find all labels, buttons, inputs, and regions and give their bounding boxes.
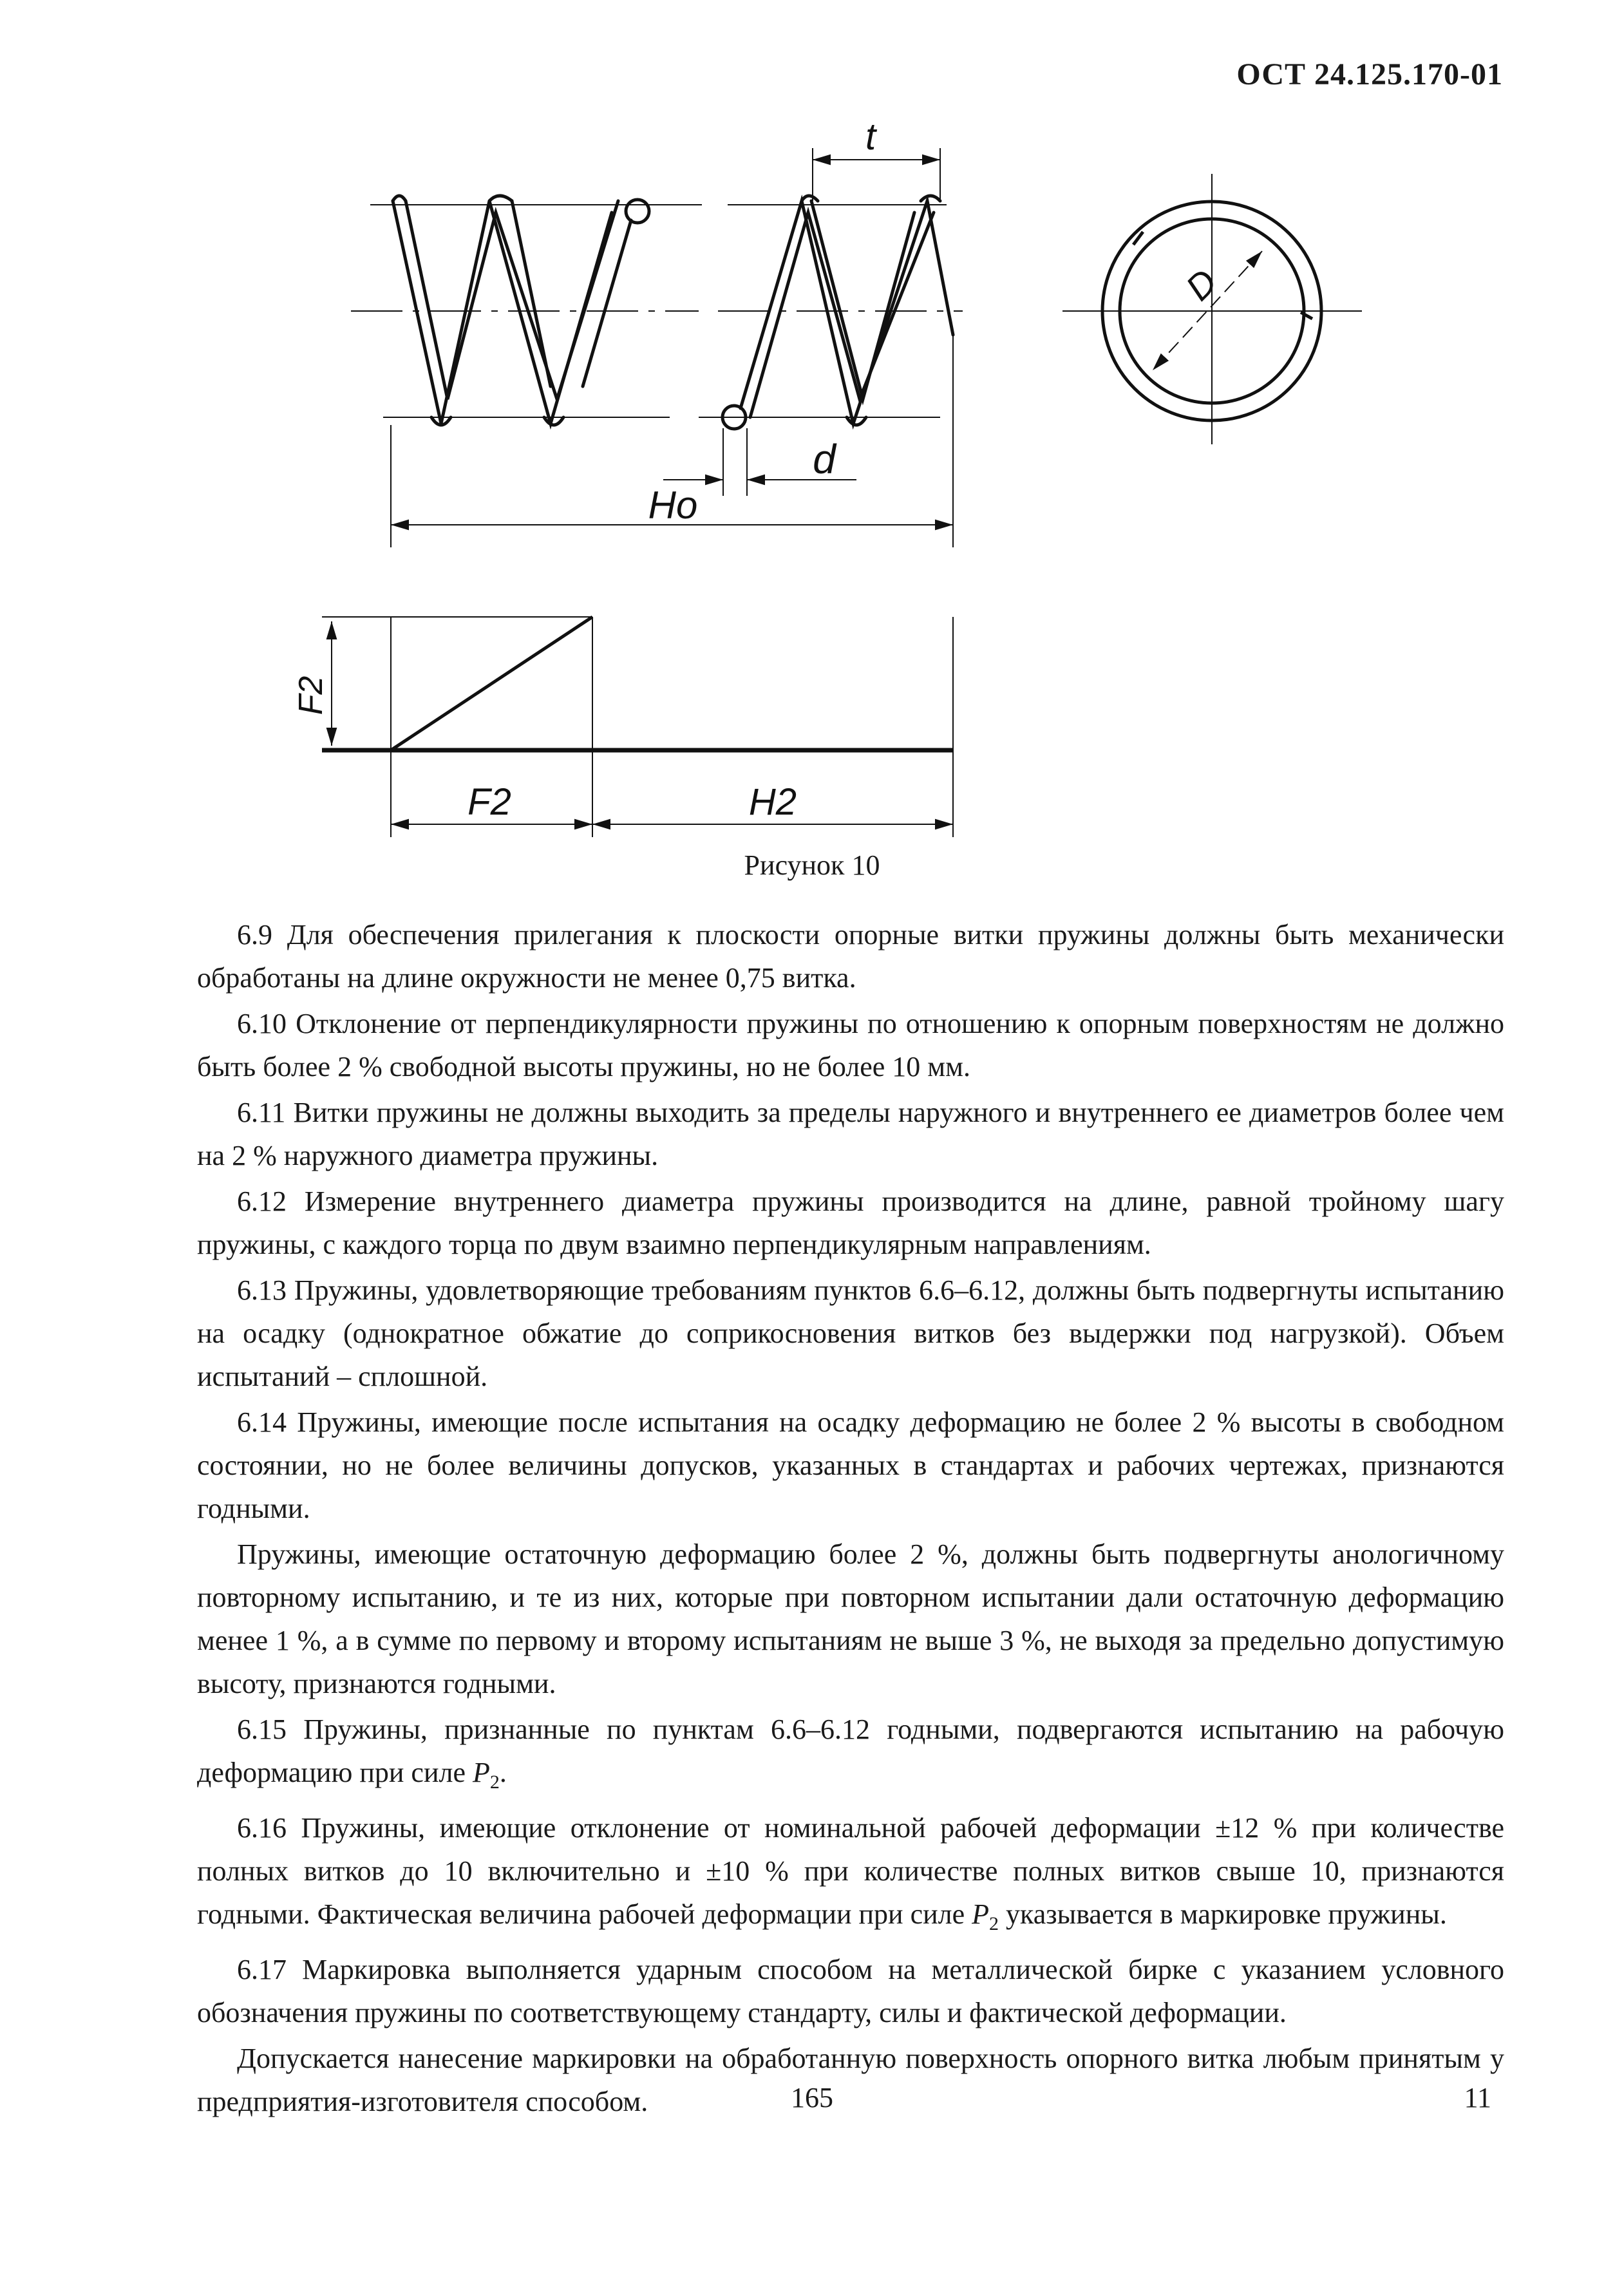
body-text [197,913,1504,2126]
spring-end-view [1062,174,1362,444]
right-coils [722,196,953,429]
label-diameter: D [1177,261,1225,308]
paragraph-6-14-continuation: Пружины, имеющие остаточную деформацию более 2 %, должны быть подвергнуты анологичному повторному испытанию, и те из них, которые при повторном испытании дали остаточную деформацию менее 1 %, а в сумме по первому и второму испытаниям не выше 3 %, не выходя за предельно допустимую высоту, признаются годными. [197,1538,1504,1699]
load-deflection-diagram [322,617,953,837]
paragraph-6-17: 6.17 Маркировка выполняется ударным способом на металлической бирке с указанием условного обозначения пружины по соответствующему стандарту, силы и фактической деформации. [197,1953,1504,2028]
label-f2: F2 [467,781,511,823]
label-f2-vertical: F2 [292,676,330,715]
figure-10-spring-drawing [0,0,1624,863]
label-t: t [865,116,876,158]
paragraph-6-9: 6.9 Для обеспечения прилегания к плоскости опорные витки пружины должны быть механически обработаны на длине окружности не менее 0,75 витка. [197,919,1504,994]
page-number: 165 [791,2082,833,2113]
label-d: d [813,436,836,482]
paragraph-6-13: 6.13 Пружины, удовлетворяющие требованиям пунктов 6.6–6.12, должны быть подвергнуты испытанию на осадку (однократное обжатие до соприкосновения витков без выдержки под нагрузкой). Объем испытаний – сплошной. [197,1274,1504,1392]
construction-lines [351,205,963,417]
sheet-number: 11 [1464,2082,1491,2113]
paragraph-6-15: 6.15 Пружины, признанные по пунктам 6.6–6.12 годными, подвергаются испытанию на рабочую деформацию при силе $P_2$. [197,1714,1504,1793]
paragraph-6-12: 6.12 Измерение внутреннего диаметра пружины производится на длине, равной тройному шагу пружины, с каждого торца по двум взаимно перпендикулярным направлениям. [197,1186,1504,1260]
label-h2: H2 [748,781,797,823]
paragraph-6-11: 6.11 Витки пружины не должны выходить за пределы наружного и внутреннего ее диаметров более чем на 2 % наружного диаметра пружины. [197,1097,1504,1171]
paragraph-6-14: 6.14 Пружины, имеющие после испытания на осадку деформацию не более 2 % высоты в свободном состоянии, но не более величины допусков, указанных в стандартах и рабочих чертежах, признаются годными. [197,1406,1504,1524]
paragraph-6-10: 6.10 Отклонение от перпендикулярности пружины по отношению к опорным поверхностям не должно быть более 2 % свободной высоты пружины, но не более 10 мм. [197,1008,1504,1082]
document-code: ОСТ 24.125.170-01 [1236,57,1503,91]
label-ho: Ho [648,484,698,527]
paragraph-6-17-continuation: Допускается нанесение маркировки на обработанную поверхность опорного витка любым принятым у предприятия-изготовителя способом. [197,2042,1504,2117]
figure-caption: Рисунок 10 [744,849,880,881]
paragraph-6-16: 6.16 Пружины, имеющие отклонение от номинальной рабочей деформации ±12 % при количестве полных витков до 10 включительно и ±10 % при количестве полных витков свыше 10, признаются годными. Фактическая величина рабочей деформации при силе $P_2$ указывается в маркировке пружины. [197,1811,1504,1934]
